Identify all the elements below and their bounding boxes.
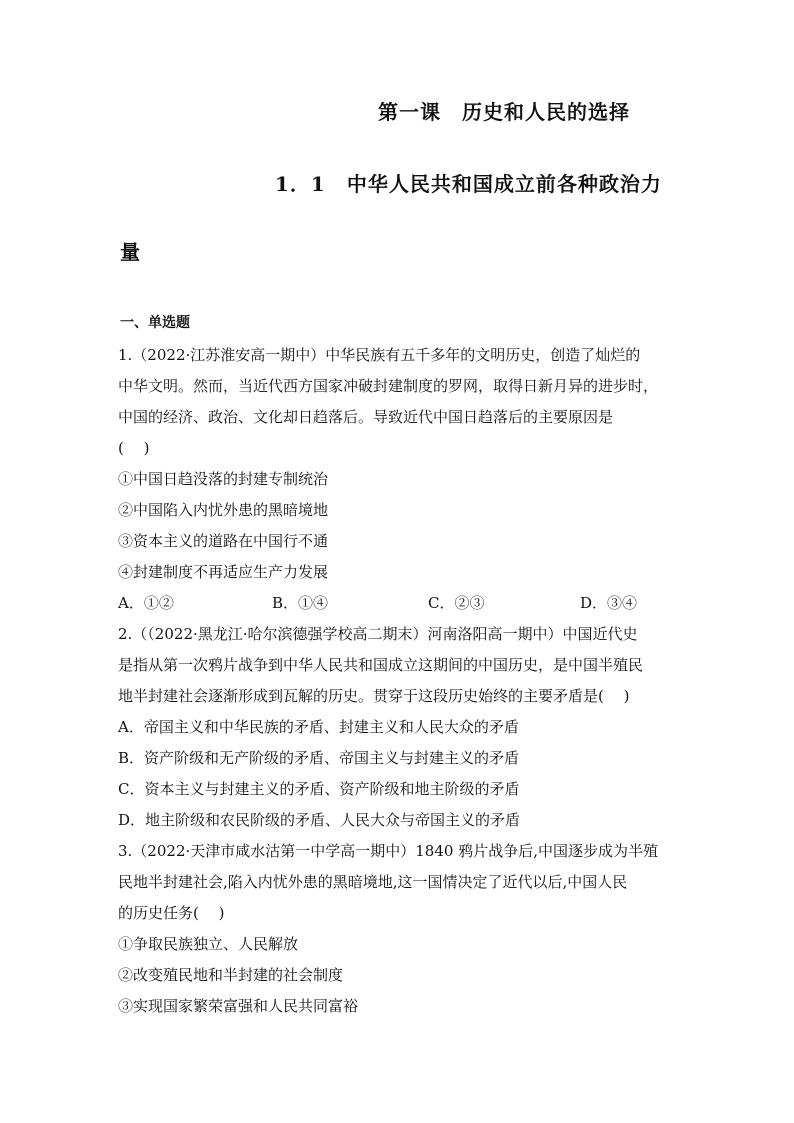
question-text-line: 民地半封建社会,陷入内忧外患的黑暗境地,这一国情决定了近代以后,中国人民 [118, 873, 628, 891]
statement: ①争取民族独立、人民解放 [118, 935, 299, 953]
option-d[interactable]: D．地主阶级和农民阶级的矛盾、人民大众与帝国主义的矛盾 [118, 811, 521, 829]
section-title-continued: 量 [120, 240, 140, 264]
option-d[interactable]: D．③④ [580, 594, 638, 612]
question-3 [118, 836, 678, 1022]
question-text-line: 是指从第一次鸦片战争到中华人民共和国成立这期间的中国历史，是中国半殖民 [118, 656, 644, 674]
statement: ①中国日趋没落的封建专制统治 [118, 470, 329, 488]
statement: ②改变殖民地和半封建的社会制度 [118, 966, 344, 984]
option-b[interactable]: B．①④ [272, 594, 329, 612]
option-a[interactable]: A．帝国主义和中华民族的矛盾、封建主义和人民大众的矛盾 [118, 718, 519, 736]
statement: ④封建制度不再适应生产力发展 [118, 563, 329, 581]
statement: ②中国陷入内忧外患的黑暗境地 [118, 501, 329, 519]
question-2 [118, 619, 678, 836]
option-c[interactable]: C．资本主义与封建主义的矛盾、资产阶级和地主阶级的矛盾 [118, 780, 520, 798]
question-text-line: 中国的经济、政治、文化却日趋落后。导致近代中国日趋落后的主要原因是 [118, 408, 614, 426]
question-list [118, 340, 678, 1022]
question-1 [118, 340, 678, 619]
option-a[interactable]: A．①② [118, 594, 174, 612]
option-c[interactable]: C．②③ [428, 594, 485, 612]
lesson-title: 第一课 历史和人民的选择 [378, 100, 630, 124]
question-type-heading: 一、单选题 [120, 315, 190, 331]
question-text-line: 3.（2022·天津市咸水沽第一中学高一期中）1840 鸦片战争后,中国逐步成为半殖 [118, 842, 658, 860]
question-text-line: ( ) [118, 439, 150, 457]
statement: ③实现国家繁荣富强和人民共同富裕 [118, 997, 359, 1015]
question-text-line: 中华文明。然而，当近代西方国家冲破封建制度的罗网，取得日新月异的进步时， [118, 377, 659, 395]
option-b[interactable]: B．资产阶级和无产阶级的矛盾、帝国主义与封建主义的矛盾 [118, 749, 520, 767]
answer-options [118, 588, 678, 619]
statement: ③资本主义的道路在中国行不通 [118, 532, 329, 550]
question-text-line: 1.（2022·江苏淮安高一期中）中华民族有五千多年的文明历史，创造了灿烂的 [118, 346, 641, 364]
question-text-line: 的历史任务( ) [118, 904, 225, 922]
section-title: 1．1 中华人民共和国成立前各种政治力 [275, 172, 662, 196]
question-text-line: 2.（（2022·黑龙江·哈尔滨德强学校高二期末）河南洛阳高一期中）中国近代史 [118, 625, 638, 643]
question-text-line: 地半封建社会逐渐形成到瓦解的历史。贯穿于这段历史始终的主要矛盾是( ) [118, 687, 630, 705]
